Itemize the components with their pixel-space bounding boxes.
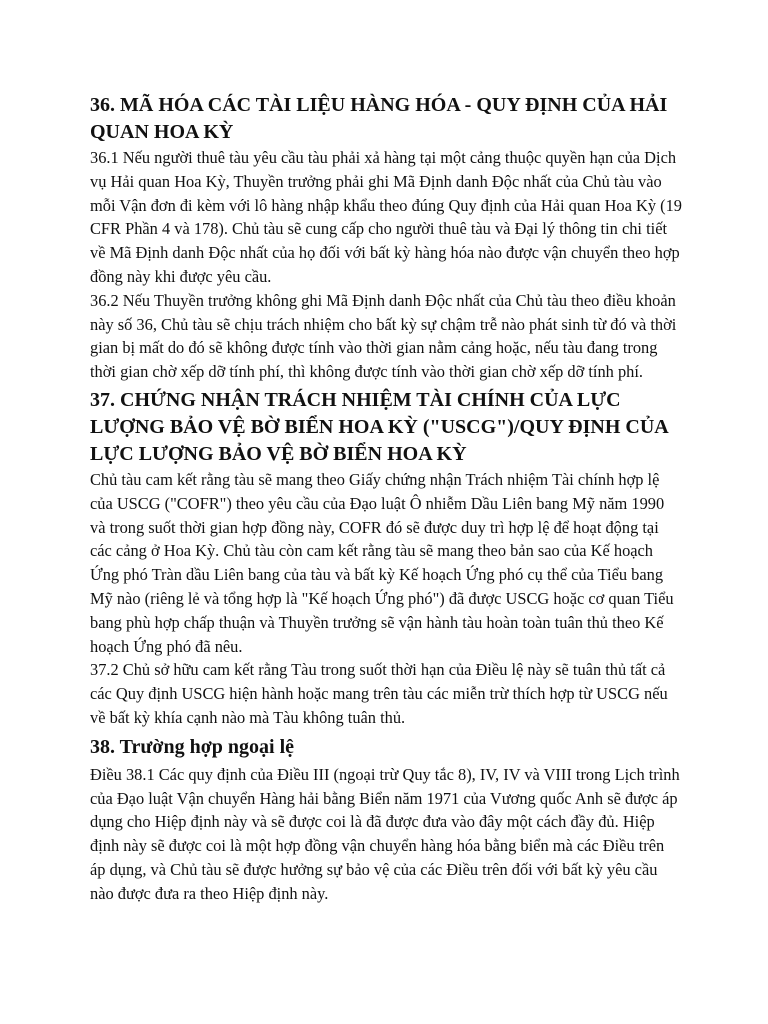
paragraph: Điều 38.1 Các quy định của Điều III (ngoại trừ Quy tắc 8), IV, IV và VIII trong Lịch trình của Đạo luật Vận chuyển Hàng hải bằng Biển năm 1971 của Vương quốc Anh sẽ được áp dụng cho Hiệp định này và sẽ được coi là đã được đưa vào đây một cách đầy đủ. Hiệp định này sẽ được coi là một hợp đồng vận chuyển hàng hóa bằng biển mà các Điều trên áp dụng, và Chủ tàu sẽ được hưởng sự bảo vệ của các Điều trên đối với bất kỳ yêu cầu nào được đưa ra theo Hiệp định này.: [90, 764, 680, 903]
paragraph: 36.2 Nếu Thuyền trưởng không ghi Mã Định danh Độc nhất của Chủ tàu theo điều khoản này số 36, Chủ tàu sẽ chịu trách nhiệm cho bất kỳ sự chậm trễ nào phát sinh từ đó và thời gian bị mất do đó sẽ không được tính vào thời gian nằm cảng hoặc, nếu tàu đang trong thời gian chờ xếp dỡ tính phí, thì không được tính vào thời gian chờ xếp dỡ tính phí.: [90, 290, 677, 382]
section-heading: 37. CHỨNG NHẬN TRÁCH NHIỆM TÀI CHÍNH CỦA LỰC LƯỢNG BẢO VỆ BỜ BIỂN HOA KỲ ("USCG")/QUY ĐỊNH CỦA LỰC LƯỢNG BẢO VỆ BỜ BIỂN HOA KỲ: [90, 388, 668, 465]
section-heading: 38. Trường hợp ngoại lệ: [90, 735, 295, 758]
paragraph: 37.2 Chủ sở hữu cam kết rằng Tàu trong suốt thời hạn của Điều lệ này sẽ tuân thủ tất cả các Quy định USCG hiện hành hoặc mang trên tàu các miễn trừ thích hợp từ USCG nếu về bất kỳ khía cạnh nào mà Tàu không tuân thủ.: [90, 660, 668, 727]
document-body: [90, 92, 682, 906]
section-37: [90, 387, 682, 730]
paragraph: 36.1 Nếu người thuê tàu yêu cầu tàu phải xả hàng tại một cảng thuộc quyền hạn của Dịch vụ Hải quan Hoa Kỳ, Thuyền trưởng phải ghi Mã Định danh Độc nhất của Chủ tàu vào mỗi Vận đơn đi kèm với lô hàng nhập khẩu theo đúng Quy định của Hải quan Hoa Kỳ (19 CFR Phần 4 và 178). Chủ tàu sẽ cung cấp cho người thuê tàu và Đại lý thông tin chi tiết về Mã Định danh Độc nhất của họ đối với bất kỳ hàng hóa nào được vận chuyển theo hợp đồng này khi được yêu cầu.: [90, 148, 682, 286]
section-38: [90, 734, 682, 906]
section-36: [90, 92, 682, 384]
section-heading: 36. MÃ HÓA CÁC TÀI LIỆU HÀNG HÓA - QUY ĐỊNH CỦA HẢI QUAN HOA KỲ: [90, 94, 668, 143]
paragraph: Chủ tàu cam kết rằng tàu sẽ mang theo Giấy chứng nhận Trách nhiệm Tài chính hợp lệ của USCG ("COFR") theo yêu cầu của Đạo luật Ô nhiễm Dầu Liên bang Mỹ năm 1990 và trong suốt thời gian hợp đồng này, COFR đó sẽ được duy trì hợp lệ để hoạt động tại các cảng ở Hoa Kỳ. Chủ tàu còn cam kết rằng tàu sẽ mang theo bản sao của Kế hoạch Ứng phó Tràn dầu Liên bang của tàu và bất kỳ Kế hoạch Ứng phó cụ thể của Tiểu bang Mỹ nào (riêng lẻ và tổng hợp là "Kế hoạch Ứng phó") đã được USCG hoặc cơ quan Tiểu bang phù hợp chấp thuận và Thuyền trưởng sẽ vận hành tàu hoàn toàn tuân thủ theo Kế hoạch Ứng phó đã nêu.: [90, 469, 674, 656]
